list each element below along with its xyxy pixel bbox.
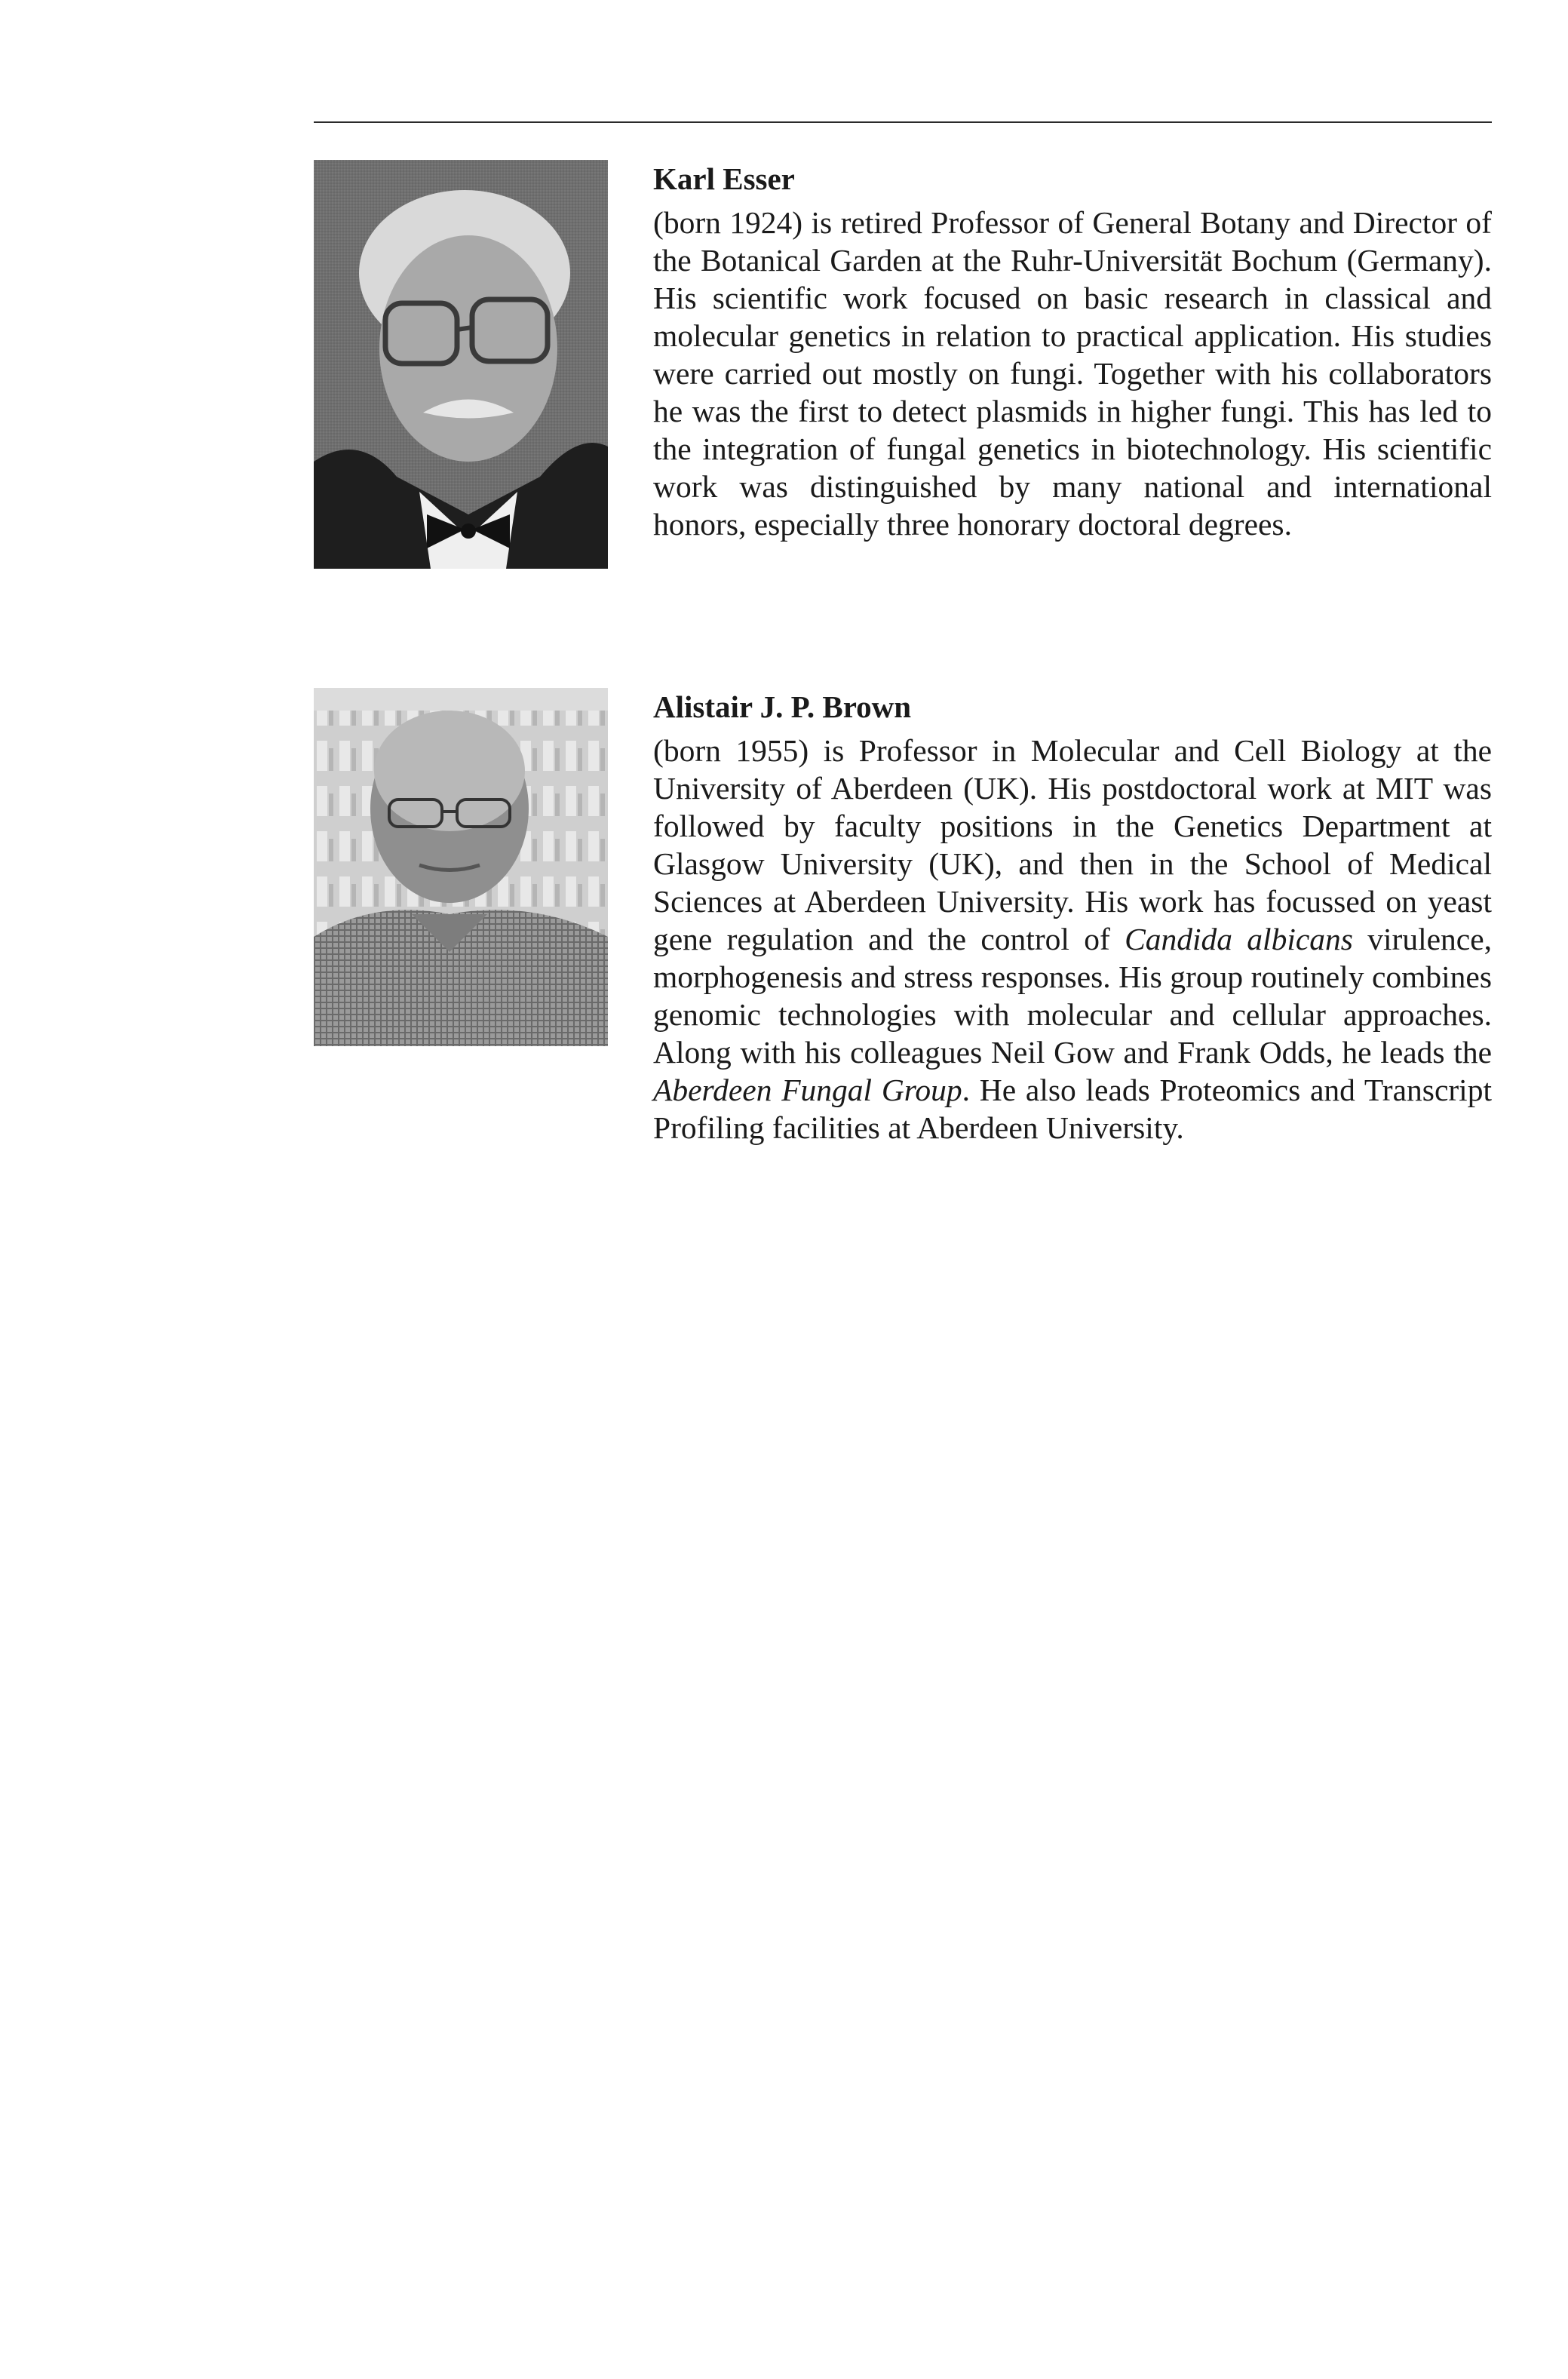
bio-text-block — [653, 160, 1492, 543]
bio-karl-esser — [314, 160, 1492, 582]
bio-text-part: virulence, morphogenesis and stress responses. His group routinely combines genomic technologies with molecular and cellular approaches. Along with his colleagues Neil Gow and Frank Odds, he leads the — [653, 922, 1493, 1070]
group-name: Aberdeen Fungal Group — [653, 1073, 962, 1107]
bio-alistair-brown — [314, 688, 1492, 1216]
top-rule — [314, 121, 1492, 123]
bio-name: Karl Esser — [653, 161, 795, 196]
bio-description — [653, 732, 1492, 1147]
portrait-photo-karl-esser — [314, 160, 608, 569]
species-name: Candida albicans — [1125, 922, 1353, 956]
portrait-photo-icon — [314, 688, 608, 1046]
portrait-photo-alistair-brown — [314, 688, 608, 1046]
bio-text-part: (born 1955) is Professor in Molecular and Cell Biology at the University of Aberdeen (UK). His postdoctoral work at MIT was followed by faculty positions in the Genetics Department at Glasgow University (UK), and then in the School of Medical Sciences at Aberdeen University. His work has focussed on yeast gene regulation and the control of — [653, 733, 1492, 956]
portrait-photo-icon — [314, 160, 608, 569]
bio-name: Alistair J. P. Brown — [653, 689, 912, 724]
bio-description: (born 1924) is retired Professor of General Botany and Director of the Botanical Garden at the Ruhr-Universität Bochum (Germany). His scientific work focused on basic research in classical and molecular genetics in relation to practical application. His studies were carried out mostly on fungi. Together with his collaborators he was the first to detect plasmids in higher fungi. This has led to the integration of fungal genetics in biotechnology. His scientific work was distinguished by many national and international honors, especially three honorary doctoral degrees. — [653, 205, 1492, 542]
bio-text-part: . He also leads Proteomics and Transcript Profiling facilities at Aberdeen University. — [653, 1073, 1492, 1145]
bio-text-block — [653, 688, 1492, 1147]
